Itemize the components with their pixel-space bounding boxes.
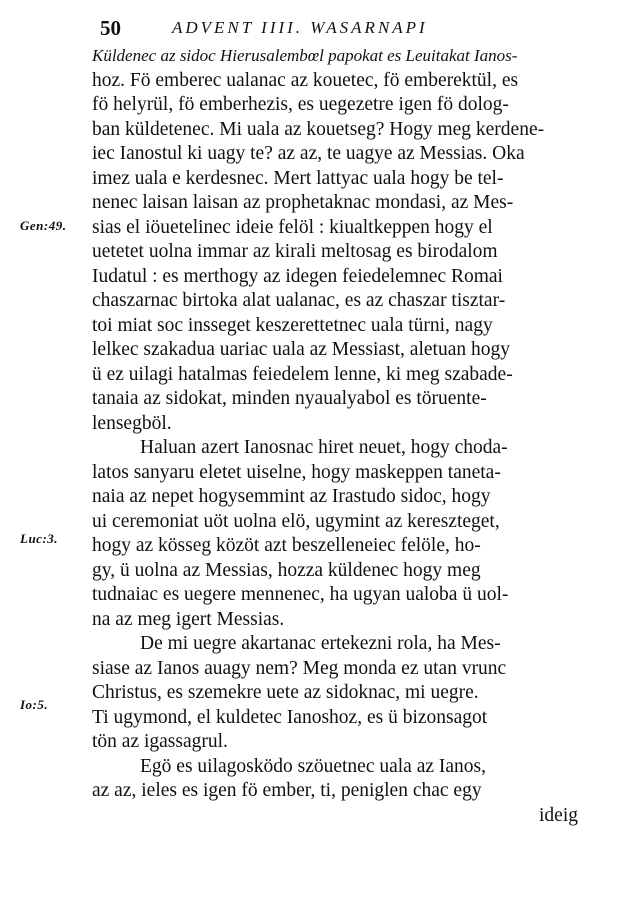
- text-line: uetetet uolna immar az kirali meltosag es birodalom: [92, 241, 498, 262]
- text-line: toi miat soc insseget keszerettetnec uala türni, nagy: [92, 314, 493, 336]
- text-line: nenec laisan laisan az prophetaknac mondasi, az Mes-: [92, 192, 514, 213]
- page-header: [100, 14, 580, 44]
- text-line: fö helyrül, fö emberhezis, es uegezetre igen fö dolog-: [92, 94, 509, 115]
- text-line: sias el iöuetelinec ideie felöl : kiualtkeppen hogy el: [92, 216, 493, 238]
- text-line: lelkec szakadua uariac uala az Messiast, aletuan hogy: [92, 339, 510, 360]
- text-line: De mi uegre akartanac ertekezni rola, ha Mes-: [140, 633, 501, 654]
- text-line: hoz. Fö emberec ualanac az kouetec, fö emberektül, es: [92, 69, 519, 91]
- margin-note: Io:5.: [20, 697, 49, 712]
- text-line: Egö es uilagosködo szöuetnec uala az Ianos,: [140, 755, 487, 777]
- text-line: gy, ü uolna az Messias, hozza küldenec hogy meg: [92, 559, 481, 581]
- text-line: latos sanyaru eletet uiselne, hogy maskeppen taneta-: [92, 461, 501, 483]
- text-line: tudnaiac es uegere mennenec, ha ugyan ualoba ü uol-: [92, 584, 509, 605]
- text-line: naia az nepet hogysemmint az Irastudo sidoc, hogy: [92, 486, 491, 507]
- text-line: siase az Ianos auagy nem? Meg monda ez utan vrunc: [92, 657, 507, 679]
- text-line: Küldenec az sidoc Hierusalembœl papokat es Leuitakat Ianos-: [92, 46, 518, 65]
- text-line: Haluan azert Ianosnac hiret neuet, hogy choda-: [140, 437, 508, 458]
- text-line: ban küldetenec. Mi uala az kouetseg? Hogy meg kerdene-: [92, 118, 545, 140]
- text-line: hogy az kösseg közöt azt beszelleneiec felöle, ho-: [92, 535, 481, 556]
- catchword: ideig: [539, 804, 578, 826]
- page-number: 50: [100, 16, 121, 40]
- text-line: Iudatul : es merthogy az idegen feiedelemnec Romai: [92, 265, 503, 287]
- text-line: ui ceremoniat uöt uolna elö, ugymint az kereszteget,: [92, 510, 500, 532]
- text-line: imez uala e kerdesnec. Mert lattyac uala hogy be tel-: [92, 167, 504, 189]
- running-title: ADVENT IIII. WASARNAPI: [172, 18, 428, 37]
- text-line: tön az igassagrul.: [92, 731, 228, 752]
- text-line: lensegböl.: [92, 412, 172, 434]
- text-line: az az, ieles es igen fö ember, ti, peniglen chac egy: [92, 780, 482, 801]
- text-line: Ti ugymond, el kuldetec Ianoshoz, es ü bizonsagot: [92, 706, 488, 728]
- margin-note: Gen:49.: [20, 218, 67, 233]
- text-line: Christus, es szemekre uete az sidoknac, mi uegre.: [92, 682, 479, 703]
- text-line: iec Ianostul ki uagy te? az az, te uagye az Messias. Oka: [92, 143, 525, 164]
- text-line: chaszarnac birtoka alat ualanac, es az chaszar tisztar-: [92, 290, 506, 311]
- text-line: tanaia az sidokat, minden nyaualyabol es töruente-: [92, 388, 487, 409]
- text-line: ü ez uilagi hatalmas feiedelem lenne, ki meg szabade-: [92, 363, 513, 385]
- text-line: na az meg igert Messias.: [92, 608, 285, 630]
- body-text: [92, 44, 578, 828]
- margin-note: Luc:3.: [20, 531, 59, 546]
